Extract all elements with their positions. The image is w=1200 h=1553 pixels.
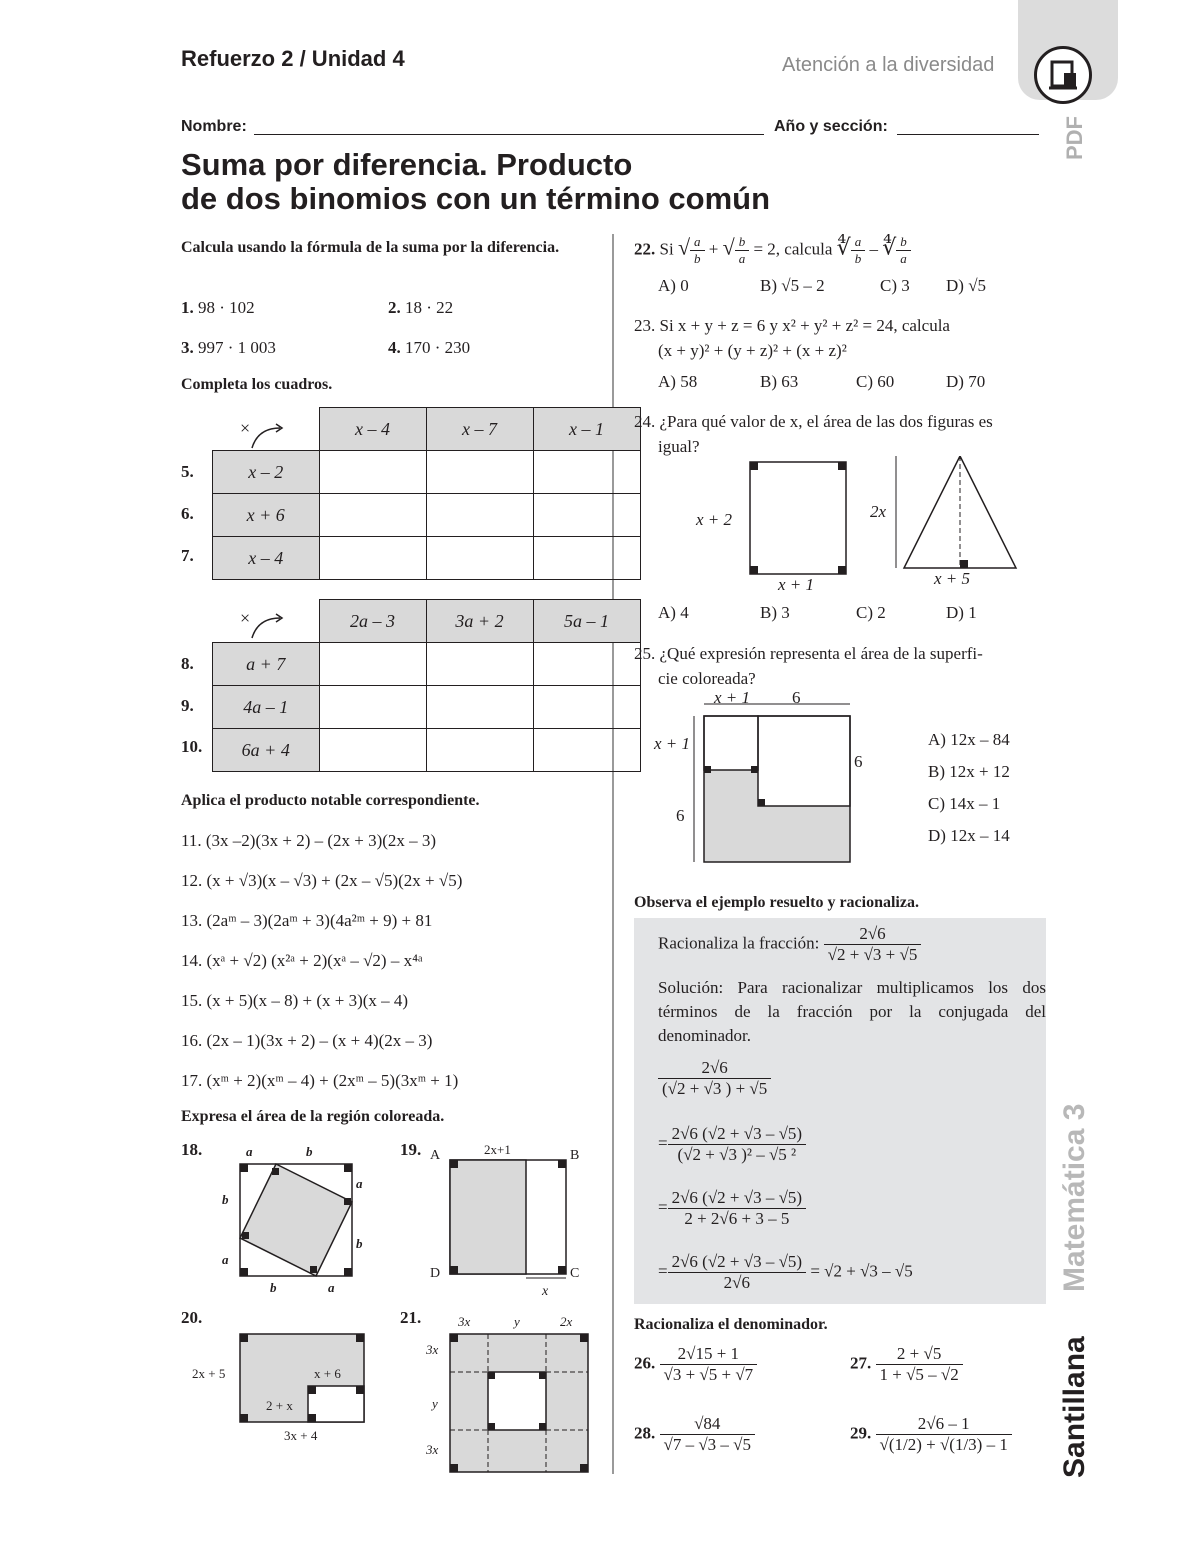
- pdf-tag: PDF: [1062, 116, 1087, 160]
- fig21-left-3: 3x: [426, 1442, 439, 1457]
- t2-cell[interactable]: [426, 643, 533, 686]
- problem-14: 14. (xᵃ + √2) (x²ᵃ + 2)(xᵃ – √2) – x⁴ᵃ: [181, 951, 423, 970]
- problem-3-number: 3.: [181, 338, 194, 357]
- p25-option-b[interactable]: B) 12x + 12: [928, 762, 1010, 781]
- p22-option-d[interactable]: D) √5: [946, 276, 987, 295]
- fig21-top-3: 2x: [560, 1314, 573, 1329]
- p28-numerator: √84: [660, 1414, 756, 1435]
- example-step-4: [658, 1252, 913, 1293]
- fig19-top-label: 2x+1: [484, 1142, 511, 1157]
- problem-4-number: 4.: [388, 338, 401, 357]
- fig19-C: C: [570, 1266, 580, 1281]
- p23-option-a[interactable]: A) 58: [658, 372, 698, 391]
- t1-row-2-number: 6.: [181, 504, 194, 523]
- fig18-label-a: a: [246, 1144, 253, 1159]
- fig18-label-b: b: [222, 1192, 229, 1207]
- section-label: Atención a la diversidad: [782, 54, 995, 76]
- p24-option-b[interactable]: B) 3: [760, 603, 790, 622]
- fig24-square-bottom: x + 1: [778, 575, 815, 594]
- t2-col-3: 5a – 1: [533, 600, 640, 643]
- fig20-inner2-label: 2 + x: [266, 1398, 293, 1413]
- t1-row-1: x – 2: [213, 451, 320, 494]
- problem-29: [850, 1414, 1012, 1455]
- fig24-square-side: x + 2: [696, 510, 733, 529]
- step4-result: = √2 + √3 – √5: [810, 1261, 913, 1281]
- example-step-1: [658, 1058, 771, 1099]
- fig18-label-a: a: [356, 1176, 363, 1191]
- fig24-triangle-base: x + 5: [934, 569, 971, 588]
- problem-12: 12. (x + √3)(x – √3) + (2x – √5)(2x + √5): [181, 871, 463, 890]
- t1-cell[interactable]: [319, 537, 426, 580]
- problem-24-line-1: 24. ¿Para qué valor de x, el área de las dos figuras es: [634, 412, 993, 431]
- fig25-left-2: 6: [676, 806, 685, 825]
- fig18-label-b: b: [306, 1144, 313, 1159]
- problem-27: [850, 1344, 963, 1385]
- t1-cell[interactable]: [319, 451, 426, 494]
- p27-denominator: 1 + √5 – √2: [879, 1365, 959, 1384]
- t1-cell[interactable]: [426, 537, 533, 580]
- problem-1: 98 · 102: [198, 298, 255, 317]
- problem-22-text: Si: [659, 239, 674, 259]
- problem-26: [634, 1344, 757, 1385]
- fig25-top-2: 6: [792, 688, 801, 707]
- fig19-x: x: [542, 1284, 549, 1299]
- p25-option-a[interactable]: A) 12x – 84: [928, 730, 1010, 749]
- name-field[interactable]: [254, 134, 764, 135]
- t2-row-1-number: 8.: [181, 654, 194, 673]
- instruction-2: Completa los cuadros.: [181, 376, 333, 393]
- fig21-top-2: y: [514, 1314, 520, 1329]
- p22-option-c[interactable]: C) 3: [880, 276, 910, 295]
- problem-11: 11. (3x –2)(3x + 2) – (2x + 3)(2x – 3): [181, 831, 437, 850]
- t2-cell[interactable]: [319, 729, 426, 772]
- fig21-left-1: 3x: [426, 1342, 439, 1357]
- t2-col-2: 3a + 2: [426, 600, 533, 643]
- fig19-D: D: [430, 1266, 441, 1281]
- figure-19: [440, 1152, 580, 1282]
- p29-denominator: √(1/2) + √(1/3) – 1: [879, 1435, 1008, 1454]
- figure-21: [446, 1330, 592, 1476]
- p23-option-b[interactable]: B) 63: [760, 372, 799, 391]
- problem-27-number: 27.: [850, 1353, 872, 1373]
- title-line-2: de dos binomios con un término común: [181, 181, 771, 216]
- t1-row-3: x – 4: [213, 537, 320, 580]
- problem-22: 22. Si √ $\frac{a}{b}$ + √ $\frac{b}{a}$ = 2, calcula ∜ $\frac{a}{b}$ – ∜ $\frac{b}{a}$: [634, 234, 911, 267]
- example-step-2: [658, 1124, 806, 1165]
- problem-28-number: 28.: [634, 1423, 656, 1443]
- fig25-right: 6: [854, 752, 863, 771]
- table-2: [212, 599, 641, 772]
- example-label: Racionaliza la fracción:: [658, 933, 820, 953]
- instruction-6: Racionaliza el denominador.: [634, 1316, 828, 1333]
- example-header: [658, 924, 921, 965]
- t2-row-1: a + 7: [213, 643, 320, 686]
- step3-equals: =: [658, 1197, 668, 1217]
- fig21-left-2: y: [432, 1396, 438, 1411]
- p24-option-c[interactable]: C) 2: [856, 603, 886, 622]
- fig21-top-1: 3x: [458, 1314, 471, 1329]
- problem-23-line-2: (x + y)² + (y + z)² + (x + z)²: [658, 341, 847, 360]
- t2-cell[interactable]: [426, 686, 533, 729]
- figure-20-number: 20.: [181, 1308, 203, 1327]
- t1-cell[interactable]: [533, 537, 640, 580]
- example-numerator: 2√6: [824, 924, 922, 945]
- problem-15: 15. (x + 5)(x – 8) + (x + 3)(x – 4): [181, 991, 409, 1010]
- t2-row-2-number: 9.: [181, 696, 194, 715]
- p28-denominator: √7 – √3 – √5: [663, 1435, 751, 1454]
- step1-numerator: 2√6: [658, 1058, 771, 1079]
- fig20-bottom-label: 3x + 4: [284, 1428, 318, 1443]
- step1-denominator: (√2 + √3 ) + √5: [662, 1079, 768, 1098]
- problem-23-line-1: 23. Si x + y + z = 6 y x² + y² + z² = 24, calcula: [634, 316, 950, 335]
- problem-24-line-2: igual?: [658, 437, 700, 456]
- p24-option-d[interactable]: D) 1: [946, 603, 977, 622]
- step4-equals: =: [658, 1261, 668, 1281]
- p25-option-c[interactable]: C) 14x – 1: [928, 794, 1001, 813]
- fig19-A: A: [430, 1148, 441, 1163]
- t2-cell[interactable]: [533, 686, 640, 729]
- unit-heading: Refuerzo 2 / Unidad 4: [181, 46, 405, 71]
- p26-denominator: √3 + √5 + √7: [663, 1365, 754, 1384]
- problem-2-number: 2.: [388, 298, 401, 317]
- step4-numerator: 2√6 (√2 + √3 – √5): [668, 1252, 806, 1273]
- step3-numerator: 2√6 (√2 + √3 – √5): [668, 1188, 806, 1209]
- t2-col-1: 2a – 3: [319, 600, 426, 643]
- brand-label: Santillana: [1058, 1336, 1091, 1478]
- t2-row-2: 4a – 1: [213, 686, 320, 729]
- t1-row-1-number: 5.: [181, 462, 194, 481]
- problem-29-number: 29.: [850, 1423, 872, 1443]
- instruction-1: Calcula usando la fórmula de la suma por la diferencia.: [181, 239, 560, 256]
- fig18-label-b: b: [356, 1236, 363, 1251]
- problem-25-line-1: 25. ¿Qué expresión representa el área de la superfi-: [634, 644, 983, 663]
- t2-row-3: 6a + 4: [213, 729, 320, 772]
- problem-2: 18 · 22: [405, 298, 454, 317]
- figure-18-number: 18.: [181, 1140, 203, 1159]
- problem-1-number: 1.: [181, 298, 194, 317]
- example-step-3: [658, 1188, 806, 1229]
- t1-row-3-number: 7.: [181, 546, 194, 565]
- problem-4: 170 · 230: [405, 338, 471, 357]
- fig19-B: B: [570, 1148, 580, 1163]
- fig24-triangle-height: 2x: [870, 502, 887, 521]
- problem-26-number: 26.: [634, 1353, 656, 1373]
- figure-18: [212, 1140, 372, 1300]
- title-line-1: Suma por diferencia. Producto: [181, 147, 633, 182]
- t1-cell[interactable]: [319, 494, 426, 537]
- t2-cell[interactable]: [533, 643, 640, 686]
- fig18-label-a: a: [222, 1252, 229, 1267]
- problem-22-mid: = 2, calcula: [753, 239, 833, 259]
- instruction-4: Expresa el área de la región coloreada.: [181, 1108, 445, 1125]
- year-field[interactable]: [897, 134, 1039, 135]
- step4-denominator: 2√6: [723, 1273, 750, 1292]
- problem-25-line-2: cie coloreada?: [658, 669, 756, 688]
- fig20-left-label: 2x + 5: [192, 1366, 226, 1381]
- figure-20: [236, 1330, 368, 1426]
- t1-cell[interactable]: [533, 494, 640, 537]
- instruction-3: Aplica el producto notable correspondiente.: [181, 792, 480, 809]
- problem-16: 16. (2x – 1)(3x + 2) – (x + 4)(2x – 3): [181, 1031, 433, 1050]
- p26-numerator: 2√15 + 1: [660, 1344, 758, 1365]
- step2-denominator: (√2 + √3 )² – √5 ²: [677, 1145, 797, 1164]
- p24-option-a[interactable]: A) 4: [658, 603, 689, 622]
- t2-cell[interactable]: [319, 686, 426, 729]
- p22-option-a[interactable]: A) 0: [658, 276, 689, 295]
- times-symbol-2: ×: [240, 608, 251, 628]
- t2-row-3-number: 10.: [181, 737, 203, 756]
- name-label: Nombre:: [181, 118, 247, 135]
- p23-option-d[interactable]: D) 70: [946, 372, 986, 391]
- fig18-label-b: b: [270, 1280, 277, 1295]
- figure-21-number: 21.: [400, 1308, 422, 1327]
- t1-cell[interactable]: [426, 451, 533, 494]
- fig18-label-a: a: [328, 1280, 335, 1295]
- figure-25: [690, 700, 870, 868]
- step2-equals: =: [658, 1133, 668, 1153]
- table-1: [212, 407, 641, 580]
- subject-label: Matemática 3: [1058, 1103, 1091, 1292]
- figure-24: [744, 456, 1044, 580]
- t1-col-2: x – 7: [426, 408, 533, 451]
- problem-22-number: 22.: [634, 239, 656, 259]
- t1-cell[interactable]: [426, 494, 533, 537]
- step2-numerator: 2√6 (√2 + √3 – √5): [668, 1124, 806, 1145]
- problem-28: [634, 1414, 755, 1455]
- year-label: Año y sección:: [774, 118, 888, 135]
- t1-col-1: x – 4: [319, 408, 426, 451]
- p25-option-d[interactable]: D) 12x – 14: [928, 826, 1010, 845]
- step3-denominator: 2 + 2√6 + 3 – 5: [684, 1209, 790, 1228]
- fig25-left-1: x + 1: [654, 734, 691, 753]
- fig20-inner-label: x + 6: [314, 1366, 341, 1381]
- t2-cell[interactable]: [426, 729, 533, 772]
- problem-3: 997 · 1 003: [198, 338, 276, 357]
- t2-cell[interactable]: [533, 729, 640, 772]
- pdf-logo-icon: [1034, 46, 1092, 104]
- t1-cell[interactable]: [533, 451, 640, 494]
- problem-17: 17. (xᵐ + 2)(xᵐ – 4) + (2xᵐ – 5)(3xᵐ + 1): [181, 1071, 459, 1090]
- t1-col-3: x – 1: [533, 408, 640, 451]
- example-denominator: √2 + √3 + √5: [827, 945, 918, 964]
- page-title: [181, 148, 770, 216]
- t2-cell[interactable]: [319, 643, 426, 686]
- p29-numerator: 2√6 – 1: [876, 1414, 1012, 1435]
- t1-row-2: x + 6: [213, 494, 320, 537]
- example-solution: Solución: Para racionalizar multiplicamos los dos términos de la fracción por la conjugada del denominador.: [658, 978, 1046, 1045]
- fig25-top-1: x + 1: [714, 688, 751, 707]
- p27-numerator: 2 + √5: [876, 1344, 963, 1365]
- p23-option-c[interactable]: C) 60: [856, 372, 895, 391]
- p22-option-b[interactable]: B) √5 – 2: [760, 276, 825, 295]
- instruction-5: Observa el ejemplo resuelto y racionaliza.: [634, 894, 919, 911]
- problem-13: 13. (2aᵐ – 3)(2aᵐ + 3)(4a²ᵐ + 9) + 81: [181, 911, 433, 930]
- figure-19-number: 19.: [400, 1140, 422, 1159]
- times-symbol-1: ×: [240, 418, 251, 438]
